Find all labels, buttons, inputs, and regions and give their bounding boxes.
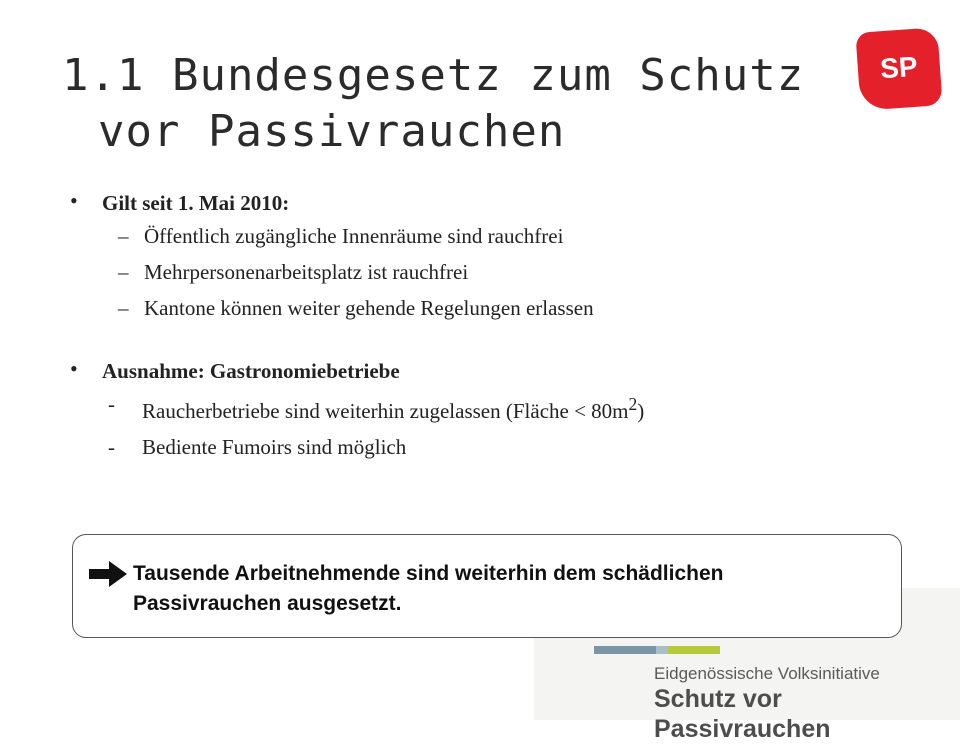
bullet-exception: • Ausnahme: Gastronomiebetriebe [60, 356, 820, 386]
sub-item [60, 429, 820, 465]
sub-item-text: Mehrpersonenarbeitsplatz ist rauchfrei [144, 260, 469, 284]
dash-marker: - [108, 435, 115, 459]
sub-item-text: Öffentlich zugängliche Innenräume sind rauchfrei [144, 224, 564, 248]
arrow-right-icon [87, 559, 129, 589]
title-line-2: vor Passivrauchen [98, 106, 566, 157]
initiative-subtitle: Eidgenössische Volksinitiative [654, 664, 880, 683]
bullet-validity: • Gilt seit 1. Mai 2010: [60, 188, 820, 218]
sub-item-text: Bediente Fumoirs sind möglich [142, 435, 407, 459]
dash-marker: - [108, 392, 115, 416]
bar-dark-blue [594, 646, 656, 654]
dash-marker: – [118, 224, 129, 248]
bar-green [668, 646, 720, 654]
sub-item [60, 254, 820, 290]
slide-content [60, 188, 820, 465]
superscript: 2 [628, 394, 638, 414]
sub-item [60, 218, 820, 254]
slide-title [62, 48, 862, 160]
callout-line-2: Passivrauchen ausgesetzt. [133, 592, 402, 615]
callout-box [72, 534, 902, 638]
initiative-logo [654, 664, 960, 744]
callout-text [133, 559, 893, 619]
initiative-title: Schutz vor Passivrauchen [654, 685, 831, 743]
title-line-1: 1.1 Bundesgesetz zum Schutz [62, 50, 805, 101]
callout-line-1: Tausende Arbeitnehmende sind weiterhin dem schädlichen [133, 562, 724, 585]
sub-item [60, 386, 820, 429]
bar-light-blue [656, 646, 668, 654]
dash-marker: – [118, 260, 129, 284]
sp-logo [855, 27, 942, 111]
sub-item-text: Kantone können weiter gehende Regelungen erlassen [144, 296, 594, 320]
sub-item-text: Raucherbetriebe sind weiterhin zugelassen (Fläche < 80m [142, 399, 629, 423]
closing-paren: ) [637, 399, 645, 423]
logo-text: SP [879, 50, 919, 85]
sub-item [60, 290, 820, 326]
footer-color-bars [594, 646, 774, 654]
dash-marker: – [118, 296, 129, 320]
